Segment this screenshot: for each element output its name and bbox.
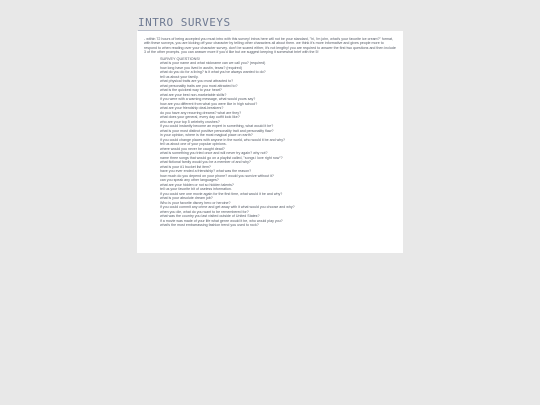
question-list (144, 61, 397, 228)
question-item: what's the most embarrassing fashion trend you used to rock? (160, 223, 259, 228)
question-item: if you could change places with anyone in the world, who would it be and why? (160, 137, 286, 142)
post-card (137, 31, 403, 253)
question-item: where would you never be caught dead? (160, 146, 225, 151)
question-item: what physical traits are you most attracted to? (160, 79, 234, 84)
question-item: what is your most distinct positive personality trait and personality flaw? (160, 128, 274, 133)
survey-questions-heading: SURVEY QUESTIONS! (160, 56, 200, 61)
question-item: have you ever ended a friendship? what was the reason? (160, 169, 252, 174)
question-item: what was the country you last visited outside of United States? (160, 214, 260, 219)
question-item: what is the quickest way to your heart? (160, 88, 222, 93)
question-item: what are your friendship deal-breakers? (160, 106, 224, 111)
question-item: do you have any recurring dreams? what are they? (160, 110, 242, 115)
question-item: tell us about your family. (160, 74, 199, 79)
question-item: what are your hidden or not so hidden talents? (160, 182, 234, 187)
question-item: what does your general, every day outfit look like? (160, 115, 240, 120)
question-item: what is your name and what nickname can we call you? (required) (160, 61, 266, 66)
question-item: how long have you lived in austin, texas? (required) (160, 65, 242, 70)
question-item: Who is your favorite disney hero or heroine? (160, 200, 231, 205)
question-item: when you die, what do you want to be remembered for? (160, 209, 249, 214)
question-item: if you could see one movie again for the first time, what would it be and why? (160, 191, 283, 196)
question-item: what fictional family would you be a member of and why? (160, 160, 251, 165)
question-item: what is your #1 bucket list item? (160, 164, 211, 169)
question-item: in your opinion, where is the most magical place on earth? (160, 133, 253, 138)
question-item: what is something you tried once and will never try again? why not? (160, 151, 268, 156)
question-item: what do you do for a living? is it what you've always wanted to do? (160, 70, 266, 75)
question-item: if a movie was made of your life what genre would it be, who would play you? (160, 218, 283, 223)
question-item: how much do you depend on your phone? would you survive without it? (160, 173, 274, 178)
question-item: tell us your favorite bit of useless information. (160, 187, 232, 192)
intro-text: - within 72 hours of being accepted you must intro with this survey! intros here will not be your standard, "hi, i'm john, what's your favorite ice cream?" format, with these surveys, you are kicking off your character by telling other characters all about them. we think it's more informative and gives people more to respond to when reading over your character survey. don't be scared either, it's not lengthy! you are required to answer the first two questions and then include 3 of the other prompts. you can answer more if you'd like but we suggest keeping it somewhat brief with the 5! (144, 37, 396, 55)
question-item: if you could commit any crime and get away with it what would you choose and why? (160, 205, 295, 210)
question-item: if you were with a warning message, what would yours say? (160, 97, 256, 102)
question-item: can you speak any other languages? (160, 178, 219, 183)
question-item: what personality traits are you most attracted to? (160, 83, 238, 88)
question-item: if you could instantly become an expert in something, what would it be? (160, 124, 274, 129)
question-item: what is your absolute dream job? (160, 196, 213, 201)
question-item: tell us about one of your popular opinions. (160, 142, 227, 147)
page-title: INTRO SURVEYS (138, 16, 231, 29)
question-item: name three songs that would go on a playlist called, "songs i love right now"? (160, 155, 283, 160)
question-item: who are your top 5 celebrity crushes? (160, 119, 220, 124)
question-item: what are your best non-marketable skills? (160, 92, 227, 97)
question-item: how are you different from what you were like in high school? (160, 101, 258, 106)
